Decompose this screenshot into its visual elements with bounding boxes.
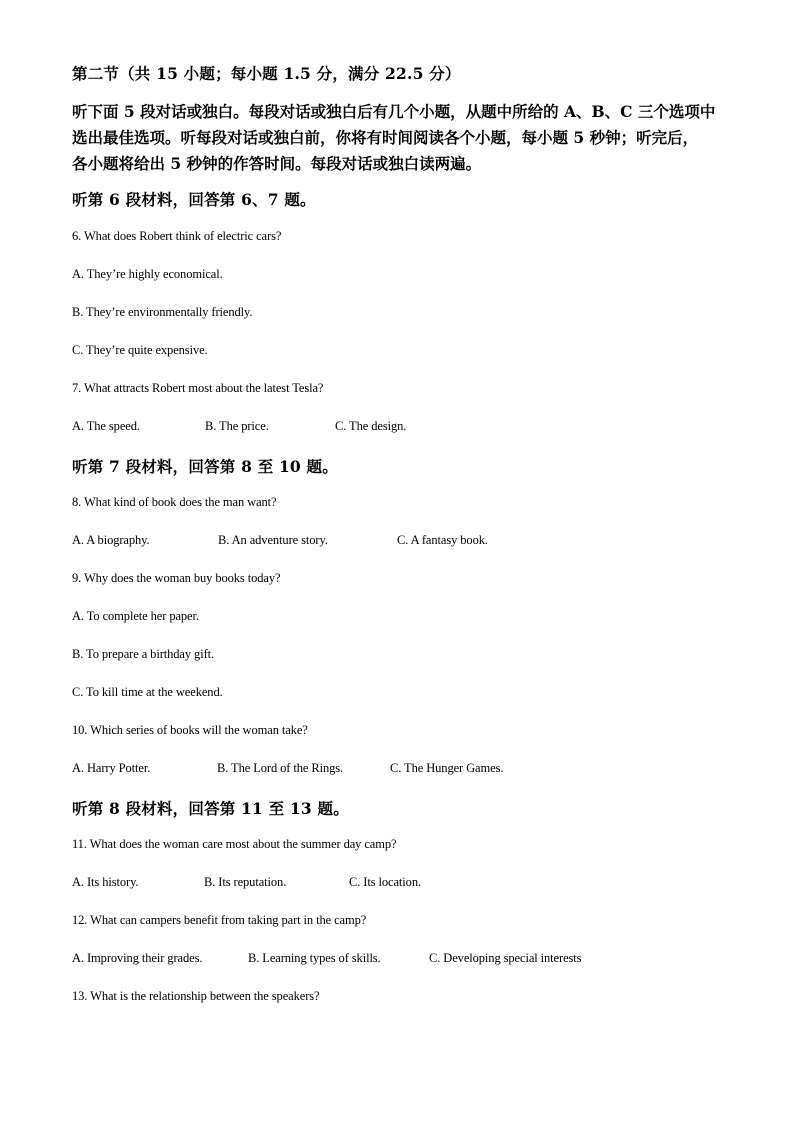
group-heading: 听第 6 段材料，回答第 6、7 题。 — [72, 190, 316, 209]
section-instructions — [72, 99, 727, 177]
section-title: 第二节（共 15 小题；每小题 1.5 分，满分 22.5 分） — [72, 64, 461, 83]
answer-option[interactable]: A. They’re highly economical. — [72, 267, 223, 281]
answer-option[interactable]: A. Improving their grades. — [72, 951, 203, 965]
answer-option[interactable]: C. They’re quite expensive. — [72, 343, 208, 357]
answer-option[interactable]: A. Its history. — [72, 875, 139, 889]
answer-option[interactable]: B. To prepare a birthday gift. — [72, 647, 215, 661]
instruction-line: 听下面 5 段对话或独白。每段对话或独白后有几个小题，从题中所给的 A、B、C 三个选项中 — [72, 102, 716, 121]
answer-option[interactable]: B. They’re environmentally friendly. — [72, 305, 253, 319]
answer-option[interactable]: A. A biography. — [72, 533, 150, 547]
question-stem: 11. What does the woman care most about the summer day camp? — [72, 837, 397, 851]
group-heading: 听第 7 段材料，回答第 8 至 10 题。 — [72, 457, 338, 476]
question-stem: 9. Why does the woman buy books today? — [72, 571, 281, 585]
answer-option[interactable]: A. The speed. — [72, 419, 140, 433]
answer-option[interactable]: B. Learning types of skills. — [248, 951, 381, 965]
answer-option[interactable]: C. Developing special interests — [429, 951, 582, 965]
question-stem: 6. What does Robert think of electric cars? — [72, 229, 282, 243]
answer-option[interactable]: C. A fantasy book. — [397, 533, 488, 547]
answer-option[interactable]: B. The price. — [205, 419, 269, 433]
answer-option[interactable]: C. Its location. — [349, 875, 422, 889]
answer-option[interactable]: A. Harry Potter. — [72, 761, 151, 775]
instruction-line: 各小题将给出 5 秒钟的作答时间。每段对话或独白读两遍。 — [72, 154, 482, 173]
answer-option[interactable]: C. To kill time at the weekend. — [72, 685, 223, 699]
instruction-line: 选出最佳选项。听每段对话或独白前，你将有时间阅读各个小题，每小题 5 秒钟；听完后， — [72, 128, 699, 147]
answer-option[interactable]: B. Its reputation. — [204, 875, 287, 889]
group-heading: 听第 8 段材料，回答第 11 至 13 题。 — [72, 799, 349, 818]
answer-option[interactable]: B. The Lord of the Rings. — [217, 761, 344, 775]
question-stem: 7. What attracts Robert most about the latest Tesla? — [72, 381, 324, 395]
answer-option[interactable]: C. The Hunger Games. — [390, 761, 504, 775]
answer-option[interactable]: B. An adventure story. — [218, 533, 328, 547]
answer-option[interactable]: A. To complete her paper. — [72, 609, 199, 623]
question-stem: 10. Which series of books will the woman take? — [72, 723, 308, 737]
answer-option[interactable]: C. The design. — [335, 419, 407, 433]
question-stem: 13. What is the relationship between the speakers? — [72, 989, 320, 1003]
question-stem: 8. What kind of book does the man want? — [72, 495, 277, 509]
question-stem: 12. What can campers benefit from taking part in the camp? — [72, 913, 367, 927]
